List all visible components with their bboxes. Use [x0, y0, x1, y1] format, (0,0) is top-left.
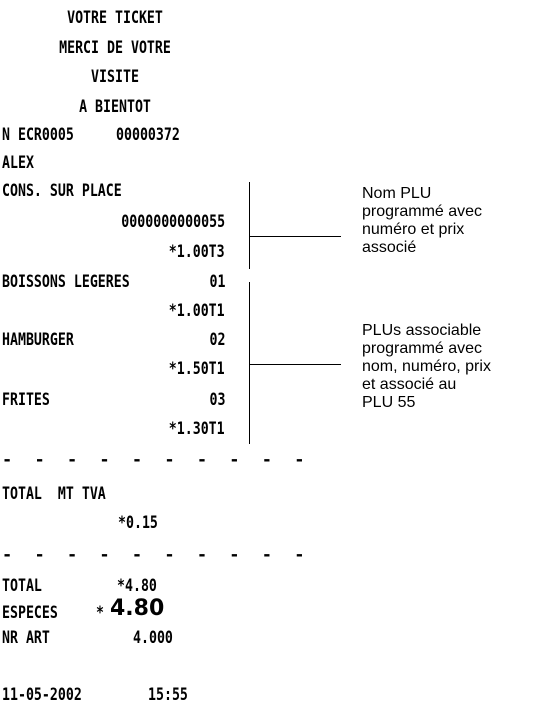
- bracket-connector-bottom: [250, 364, 341, 365]
- annotation-line: et associé au: [362, 376, 457, 393]
- register-id: N ECR0005: [2, 125, 74, 145]
- article-count-label: NR ART: [2, 628, 50, 648]
- annotation-line: numéro et prix: [362, 221, 465, 238]
- item-name: BOISSONS LEGERES: [2, 272, 130, 292]
- cash-value: 4.80: [110, 596, 165, 621]
- item-price: *1.50T1: [169, 359, 225, 379]
- item-name: CONS. SUR PLACE: [2, 181, 122, 201]
- vat-value: *0.15: [118, 513, 158, 533]
- annotation-line: nom, numéro, prix: [362, 358, 491, 375]
- item-name: FRITES: [2, 390, 50, 410]
- total-value: *4.80: [117, 576, 157, 596]
- article-count-value: 4.000: [133, 628, 173, 648]
- receipt-header-line-4: A BIENTOT: [79, 97, 151, 117]
- annotation-line: associé: [362, 239, 417, 256]
- annotation-line: programmé avec: [362, 203, 483, 220]
- vat-label: TOTAL MT TVA: [2, 484, 106, 504]
- item-price: *1.30T1: [169, 419, 225, 439]
- bracket-vertical-top: [249, 182, 250, 269]
- annotation-line: PLUs associable: [362, 322, 482, 339]
- item-price: *1.00T1: [169, 301, 225, 321]
- clerk-name: ALEX: [2, 153, 34, 173]
- annotation-plu-associable: [362, 322, 491, 412]
- cash-star: *: [96, 603, 104, 623]
- item-code: 03: [209, 390, 225, 410]
- item-code: 0000000000055: [121, 212, 225, 232]
- item-code: 01: [209, 272, 225, 292]
- receipt-date: 11-05-2002: [2, 685, 82, 705]
- receipt-time: 15:55: [148, 685, 188, 705]
- separator-line: - - - - - - - - - -: [2, 545, 311, 565]
- receipt-header-line-3: VISITE: [91, 67, 139, 87]
- annotation-line: programmé avec: [362, 340, 483, 357]
- annotation-line: PLU 55: [362, 394, 416, 411]
- item-price: *1.00T3: [169, 242, 225, 262]
- bracket-vertical-bottom: [249, 282, 250, 444]
- annotation-plu-name: [362, 185, 482, 257]
- receipt-number: 00000372: [116, 125, 180, 145]
- separator-line: - - - - - - - - - -: [2, 450, 311, 470]
- bracket-connector-top: [250, 236, 341, 237]
- receipt-header-line-2: MERCI DE VOTRE: [59, 38, 171, 58]
- item-name: HAMBURGER: [2, 330, 74, 350]
- item-code: 02: [209, 330, 225, 350]
- cash-label: ESPECES: [2, 603, 58, 623]
- receipt-header-line-1: VOTRE TICKET: [67, 8, 163, 28]
- annotation-line: Nom PLU: [362, 185, 432, 202]
- total-label: TOTAL: [2, 576, 42, 596]
